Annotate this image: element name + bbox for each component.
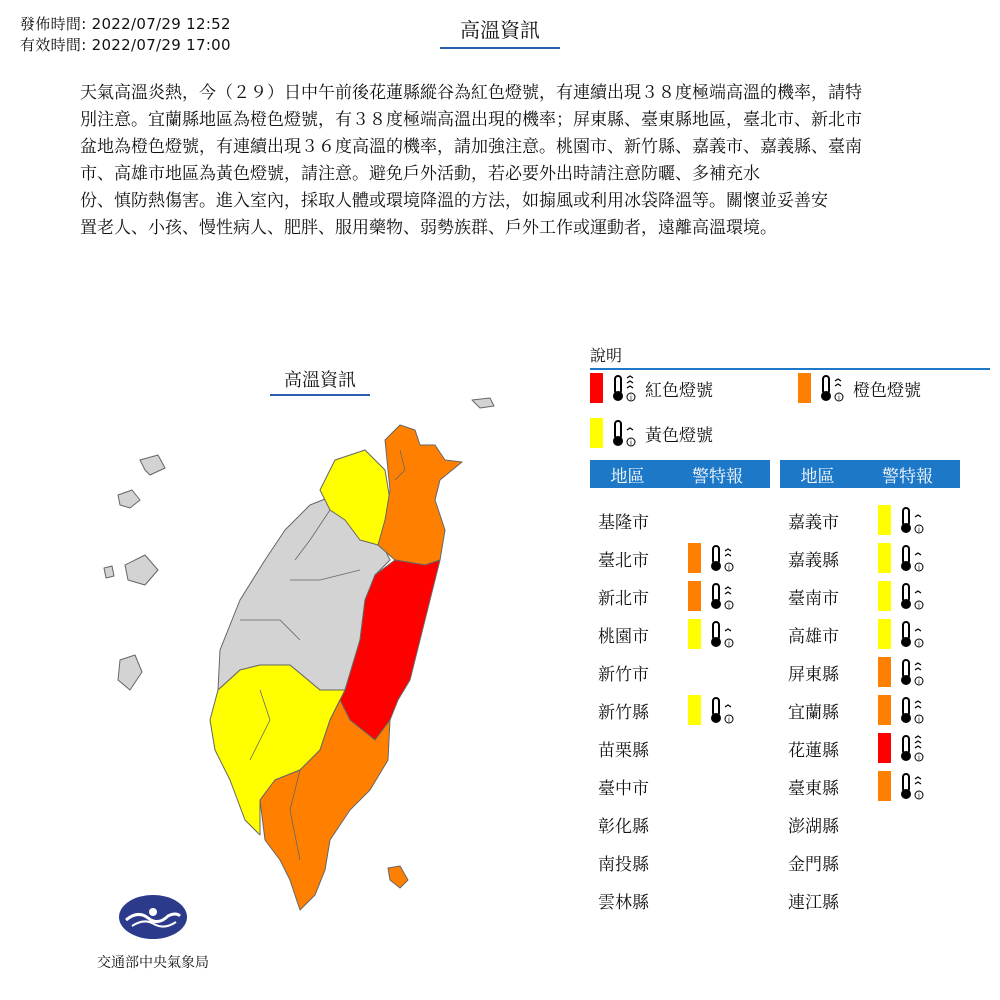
svg-text:i: i	[728, 640, 730, 648]
legend-red	[590, 373, 713, 403]
time-info	[20, 14, 231, 56]
alert-swatch	[878, 657, 891, 687]
region-name: 澎湖縣	[788, 816, 839, 837]
region-name: 苗栗縣	[598, 740, 649, 761]
description-line: 份、慎防熱傷害。進入室內，採取人體或環境降溫的方法，如搧風或利用冰袋降溫等。關懷並妥善安	[80, 191, 828, 211]
region-name: 臺中市	[598, 778, 649, 799]
table-row	[788, 505, 927, 535]
svg-text:i: i	[838, 394, 840, 402]
table-row	[788, 657, 927, 687]
alert-swatch	[688, 619, 701, 649]
region-island	[104, 566, 114, 578]
alert-indicator	[688, 695, 737, 725]
region-name: 高雄市	[788, 626, 839, 647]
swatch-yellow	[590, 418, 603, 448]
table-row	[788, 695, 927, 725]
thermometer-icon	[609, 418, 639, 448]
table-row	[598, 657, 688, 687]
table-row	[788, 543, 927, 573]
region-name: 屏東縣	[788, 664, 839, 685]
alert-indicator	[878, 771, 927, 801]
agency-name: 交通部中央氣象局	[97, 955, 209, 971]
thermometer-icon	[609, 373, 639, 403]
table-row	[788, 619, 927, 649]
svg-text:i: i	[630, 394, 632, 402]
region-name: 花蓮縣	[788, 740, 839, 761]
thermometer-icon	[897, 581, 927, 611]
region-island	[125, 555, 158, 585]
thermometer-icon	[897, 505, 927, 535]
alert-indicator	[878, 695, 927, 725]
svg-text:i: i	[918, 526, 920, 534]
description	[80, 80, 920, 242]
region-name: 金門縣	[788, 854, 839, 875]
map-title: 高溫資訊	[270, 366, 370, 396]
taiwan-map	[90, 390, 510, 920]
alert-swatch	[688, 581, 701, 611]
table-row	[598, 619, 737, 649]
svg-text:i: i	[918, 678, 920, 686]
region-name: 基隆市	[598, 512, 649, 533]
region-name: 連江縣	[788, 892, 839, 913]
swatch-red	[590, 373, 603, 403]
svg-text:i: i	[918, 640, 920, 648]
region-name: 臺南市	[788, 588, 839, 609]
thermometer-icon	[707, 695, 737, 725]
alert-swatch	[688, 543, 701, 573]
legend-orange	[798, 373, 921, 403]
table-row	[598, 847, 688, 877]
region-name: 臺東縣	[788, 778, 839, 799]
thermometer-icon	[897, 771, 927, 801]
alert-indicator	[878, 657, 927, 687]
table-row	[598, 885, 688, 915]
svg-text:i: i	[918, 716, 920, 724]
region-island	[140, 455, 165, 475]
svg-text:i: i	[918, 792, 920, 800]
alert-swatch	[878, 771, 891, 801]
page-title: 高溫資訊	[440, 14, 560, 49]
region-island	[472, 398, 494, 408]
thermometer-icon	[707, 543, 737, 573]
table-row	[598, 771, 688, 801]
alert-indicator	[878, 505, 927, 535]
thermometer-icon	[897, 695, 927, 725]
table-row	[788, 771, 927, 801]
table-row	[598, 733, 688, 763]
alert-indicator	[688, 581, 737, 611]
table-row	[788, 733, 927, 763]
alert-swatch	[878, 505, 891, 535]
thermometer-icon	[897, 543, 927, 573]
alert-swatch	[878, 695, 891, 725]
table-row	[598, 543, 737, 573]
region-name: 新北市	[598, 588, 649, 609]
description-line: 市、高雄市地區為黃色燈號，請注意。避免戶外活動，若必要外出時請注意防曬、多補充水	[80, 164, 760, 184]
region-name: 臺北市	[598, 550, 649, 571]
region-name: 彰化縣	[598, 816, 649, 837]
svg-text:i: i	[728, 564, 730, 572]
issued-time: 發佈時間: 2022/07/29 12:52	[20, 15, 231, 33]
cwb-logo-icon	[118, 892, 188, 942]
table-row	[788, 847, 878, 877]
description-line: 天氣高溫炎熱，今（２９）日中午前後花蓮縣縱谷為紅色燈號，有連續出現３８度極端高溫的機率，請特	[80, 83, 862, 103]
svg-text:i: i	[728, 602, 730, 610]
region-name: 新竹縣	[598, 702, 649, 723]
table-row	[788, 581, 927, 611]
svg-text:i: i	[728, 716, 730, 724]
table-header-left	[590, 460, 770, 488]
alert-indicator	[688, 619, 737, 649]
svg-text:i: i	[630, 439, 632, 447]
cwb-logo	[88, 892, 218, 972]
region-orange-north	[378, 425, 462, 565]
thermometer-icon	[897, 733, 927, 763]
region-name: 桃園市	[598, 626, 649, 647]
region-name: 新竹市	[598, 664, 649, 685]
legend-label: 橙色燈號	[853, 380, 921, 401]
table-row	[788, 809, 878, 839]
table-row	[598, 581, 737, 611]
svg-text:i: i	[918, 754, 920, 762]
alert-indicator	[688, 543, 737, 573]
description-line: 別注意。宜蘭縣地區為橙色燈號，有３８度極端高溫出現的機率；屏東縣、臺東縣地區，臺北市、新北市	[80, 110, 862, 130]
region-name: 宜蘭縣	[788, 702, 839, 723]
alert-swatch	[878, 619, 891, 649]
table-header-right	[780, 460, 960, 488]
alert-swatch	[878, 581, 891, 611]
header-alert: 警特報	[692, 466, 743, 487]
thermometer-icon	[817, 373, 847, 403]
svg-text:i: i	[918, 602, 920, 610]
description-line: 置老人、小孩、慢性病人、肥胖、服用藥物、弱勢族群、戶外工作或運動者，遠離高溫環境。	[80, 218, 777, 238]
region-island	[118, 655, 142, 690]
alert-indicator	[878, 619, 927, 649]
table-row	[788, 885, 878, 915]
valid-time: 有效時間: 2022/07/29 17:00	[20, 36, 231, 54]
swatch-orange	[798, 373, 811, 403]
alert-swatch	[878, 733, 891, 763]
table-row	[598, 809, 688, 839]
table-row	[598, 695, 737, 725]
region-island	[118, 490, 140, 508]
legend-title: 說明	[590, 343, 990, 370]
region-orange-island	[388, 866, 408, 888]
thermometer-icon	[707, 619, 737, 649]
region-name: 南投縣	[598, 854, 649, 875]
description-line: 盆地為橙色燈號，有連續出現３６度高溫的機率，請加強注意。桃園市、新竹縣、嘉義市、嘉義縣、臺南	[80, 137, 862, 157]
alert-indicator	[878, 543, 927, 573]
alert-swatch	[878, 543, 891, 573]
region-name: 嘉義縣	[788, 550, 839, 571]
table-row	[598, 505, 688, 535]
header-region: 地區	[800, 466, 835, 487]
header-alert: 警特報	[882, 466, 933, 487]
thermometer-icon	[707, 581, 737, 611]
legend-yellow	[590, 418, 713, 448]
thermometer-icon	[897, 619, 927, 649]
alert-swatch	[688, 695, 701, 725]
region-name: 嘉義市	[788, 512, 839, 533]
svg-text:i: i	[918, 564, 920, 572]
legend-label: 紅色燈號	[645, 380, 713, 401]
alert-indicator	[878, 581, 927, 611]
header-region: 地區	[610, 466, 645, 487]
thermometer-icon	[897, 657, 927, 687]
region-name: 雲林縣	[598, 892, 649, 913]
alert-indicator	[878, 733, 927, 763]
legend-label: 黃色燈號	[645, 425, 713, 446]
